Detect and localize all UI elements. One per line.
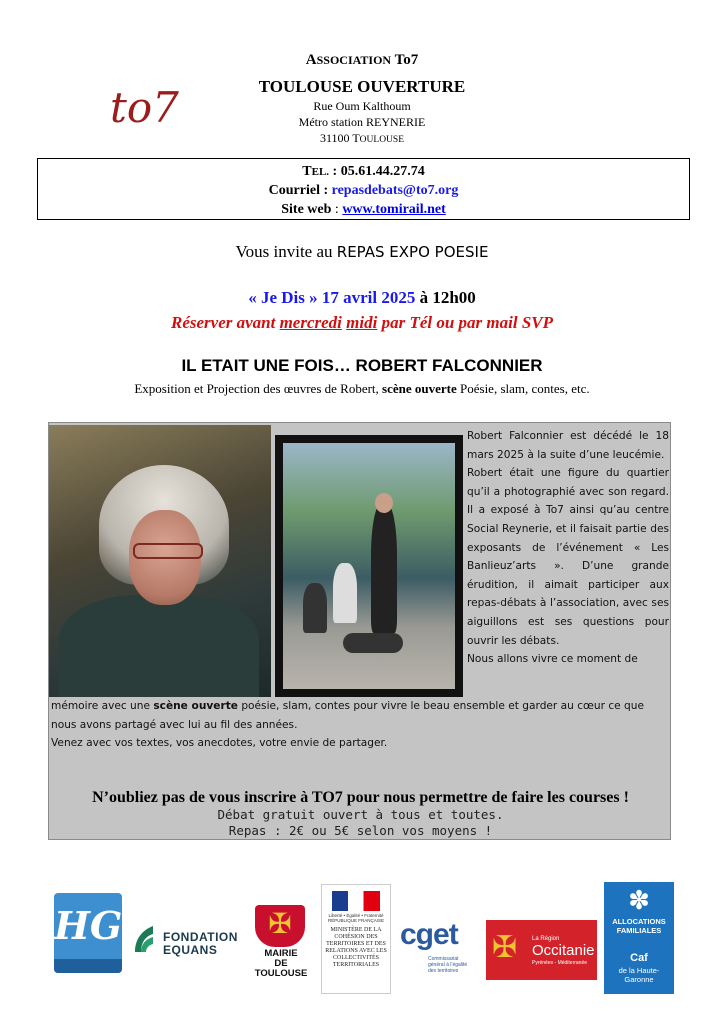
event-name: REPAS EXPO POESIE <box>336 243 489 261</box>
email-link[interactable]: repasdebats@to7.org <box>331 183 459 198</box>
cget-logo: cget Commissariat général à l’égalité des territoires <box>400 918 468 974</box>
contact-box <box>37 158 690 220</box>
occitan-cross-icon: ✠ <box>268 909 292 940</box>
ministere-logo: Liberté • Égalité • Fraternité RÉPUBLIQUE FRANÇAISE MINISTÈRE DE LA COHÉSION DES TERRITOIRES ET DES RELATIONS AVEC LES COLLECTIVITÉS TERRITORIALES <box>321 884 391 994</box>
meal-price-note: Repas : 2€ ou 5€ selon vos moyens ! <box>228 823 493 838</box>
panel-paragraph-3-start: Nous allons vivre ce moment de <box>467 653 638 666</box>
invite-line: Vous invite au REPAS EXPO POESIE <box>235 242 489 261</box>
association-name: ASSOCIATION To7 <box>305 52 419 68</box>
panel-paragraph-1: Robert Falconnier est décédé le 18 mars 2025 à la suite d’une leucémie. <box>467 430 669 461</box>
family-icon: ✽ <box>628 886 650 915</box>
info-panel <box>48 422 671 840</box>
address-metro: Métro station REYNERIE <box>298 115 426 129</box>
marianne-flag-icon <box>332 891 380 911</box>
website-link[interactable]: www.tomirail.net <box>342 202 446 217</box>
panel-paragraph-3: mémoire avec une scène ouverte poésie, slam, contes pour vivre le beau ensemble et garder au cœur ce que nous avons partagé avec lui au fil des années. <box>51 700 644 731</box>
haute-garonne-logo: HG <box>54 893 122 973</box>
free-debate-note: Débat gratuit ouvert à tous et toutes. <box>217 807 504 822</box>
caf-logo: ✽ ALLOCATIONS FAMILIALES Caf de la Haute-Garonne <box>604 882 674 994</box>
region-occitanie-logo: ✠ La Région Occitanie Pyrénées - Méditerranée <box>486 920 597 980</box>
fondation-equans-logo: FONDATION EQUANS <box>133 922 243 962</box>
panel-text-right <box>467 427 669 669</box>
address-city: 31100 TOULOUSE <box>319 131 405 145</box>
email-line: Courriel : repasdebats@to7.org <box>268 183 459 198</box>
event-date: « Je Dis » 17 avril 2025 à 12h00 <box>248 288 476 307</box>
reservation-notice: Réserver avant mercredi midi par Tél ou par mail SVP <box>170 313 554 332</box>
panel-paragraph-4: Venez avec vos textes, vos anecdotes, votre envie de partager. <box>51 737 388 750</box>
occitan-cross-icon: ✠ <box>492 931 518 964</box>
panel-paragraph-2: Robert était une figure du quartier qu’il a photographié avec son regard. Il a exposé à To7 ainsi qu’au centre Social Reynerie, et il faisait partie des exposants de l’événement « Les Banlieuz’arts ». D’une grande érudition, il aimait participer aux repas-débats à l’association, avec ses aiguillons est ses questions pour ouvrir les débats. <box>467 467 669 647</box>
telephone-line: TEL. : 05.61.44.27.74 <box>302 164 425 179</box>
panel-text-bottom <box>51 697 669 753</box>
headline: IL ETAIT UNE FOIS… ROBERT FALCONNIER <box>181 356 543 375</box>
portrait-photo <box>49 425 271 697</box>
organization-title: TOULOUSE OUVERTURE <box>258 77 466 96</box>
website-line: Site web : www.tomirail.net <box>281 202 446 217</box>
fishing-photo <box>275 435 463 697</box>
registration-reminder: N’oubliez pas de vous inscrire à TO7 pour nous permettre de faire les courses ! <box>92 789 629 806</box>
subheadline: Exposition et Projection des œuvres de Robert, scène ouverte Poésie, slam, contes, etc. <box>134 381 590 396</box>
address-street: Rue Oum Kalthoum <box>313 99 411 113</box>
logo-text: to7 <box>110 83 179 132</box>
mairie-toulouse-logo: ✠ MAIRIE DE TOULOUSE <box>251 905 309 983</box>
